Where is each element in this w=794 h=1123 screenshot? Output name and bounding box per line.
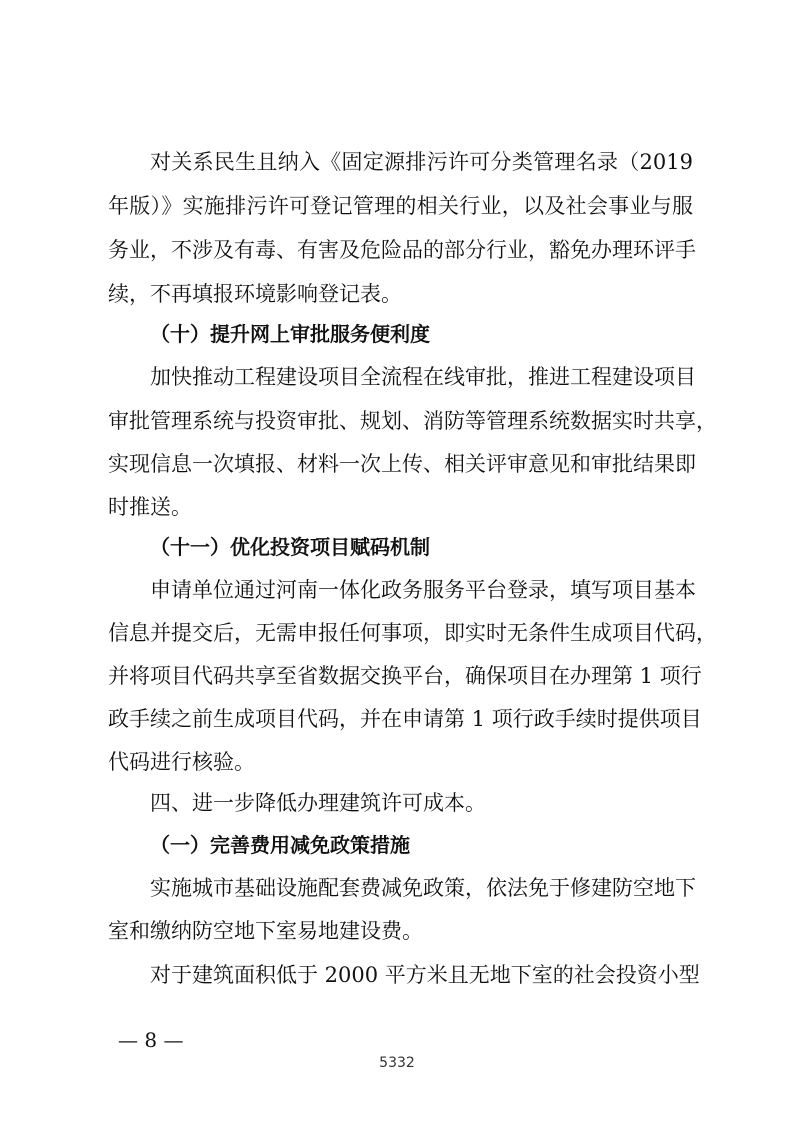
para1-line-3: 务业，不涉及有毒、有害及危险品的部分行业，豁免办理环评手 xyxy=(108,238,696,262)
para3-line-5: 代码进行核验。 xyxy=(108,750,255,774)
heading-4-1: （一）完善费用减免政策措施 xyxy=(150,833,410,857)
para3-line-3: 并将项目代码共享至省数据交换平台，确保项目在办理第 1 项行 xyxy=(108,664,702,688)
para2-line-4: 时推送。 xyxy=(108,495,192,519)
heading-10: （十）提升网上审批服务便利度 xyxy=(150,322,430,346)
page-number: — 8 — xyxy=(118,1028,184,1052)
para3-line-1: 申请单位通过河南一体化政务服务平台登录，填写项目基本 xyxy=(150,578,696,602)
para3-line-2: 信息并提交后，无需申报任何事项，即实时无条件生成项目代码， xyxy=(108,621,717,645)
para1-line-1: 对关系民生且纳入《固定源排污许可分类管理名录（2019 xyxy=(150,150,693,174)
para4-line-1: 实施城市基础设施配套费减免政策，依法免于修建防空地下 xyxy=(150,876,696,900)
para2-line-2: 审批管理系统与投资审批、规划、消防等管理系统数据实时共享， xyxy=(108,409,717,433)
para1-line-2: 年版）》实施排污许可登记管理的相关行业，以及社会事业与服 xyxy=(108,194,693,218)
para5-line-1: 对于建筑面积低于 2000 平方米且无地下室的社会投资小型 xyxy=(150,963,700,987)
para4-line-2: 室和缴纳防空地下室易地建设费。 xyxy=(108,919,423,943)
footer-number: 5332 xyxy=(379,1055,415,1071)
para1-line-4: 续，不再填报环境影响登记表。 xyxy=(108,282,402,306)
heading-11: （十一）优化投资项目赋码机制 xyxy=(150,535,430,559)
section-4-heading: 四、进一步降低办理建筑许可成本。 xyxy=(150,791,486,815)
para3-line-4: 政手续之前生成项目代码，并在申请第 1 项行政手续时提供项目 xyxy=(108,707,702,731)
para2-line-3: 实现信息一次填报、材料一次上传、相关评审意见和审批结果即 xyxy=(108,452,696,476)
para2-line-1: 加快推动工程建设项目全流程在线审批，推进工程建设项目 xyxy=(150,365,696,389)
